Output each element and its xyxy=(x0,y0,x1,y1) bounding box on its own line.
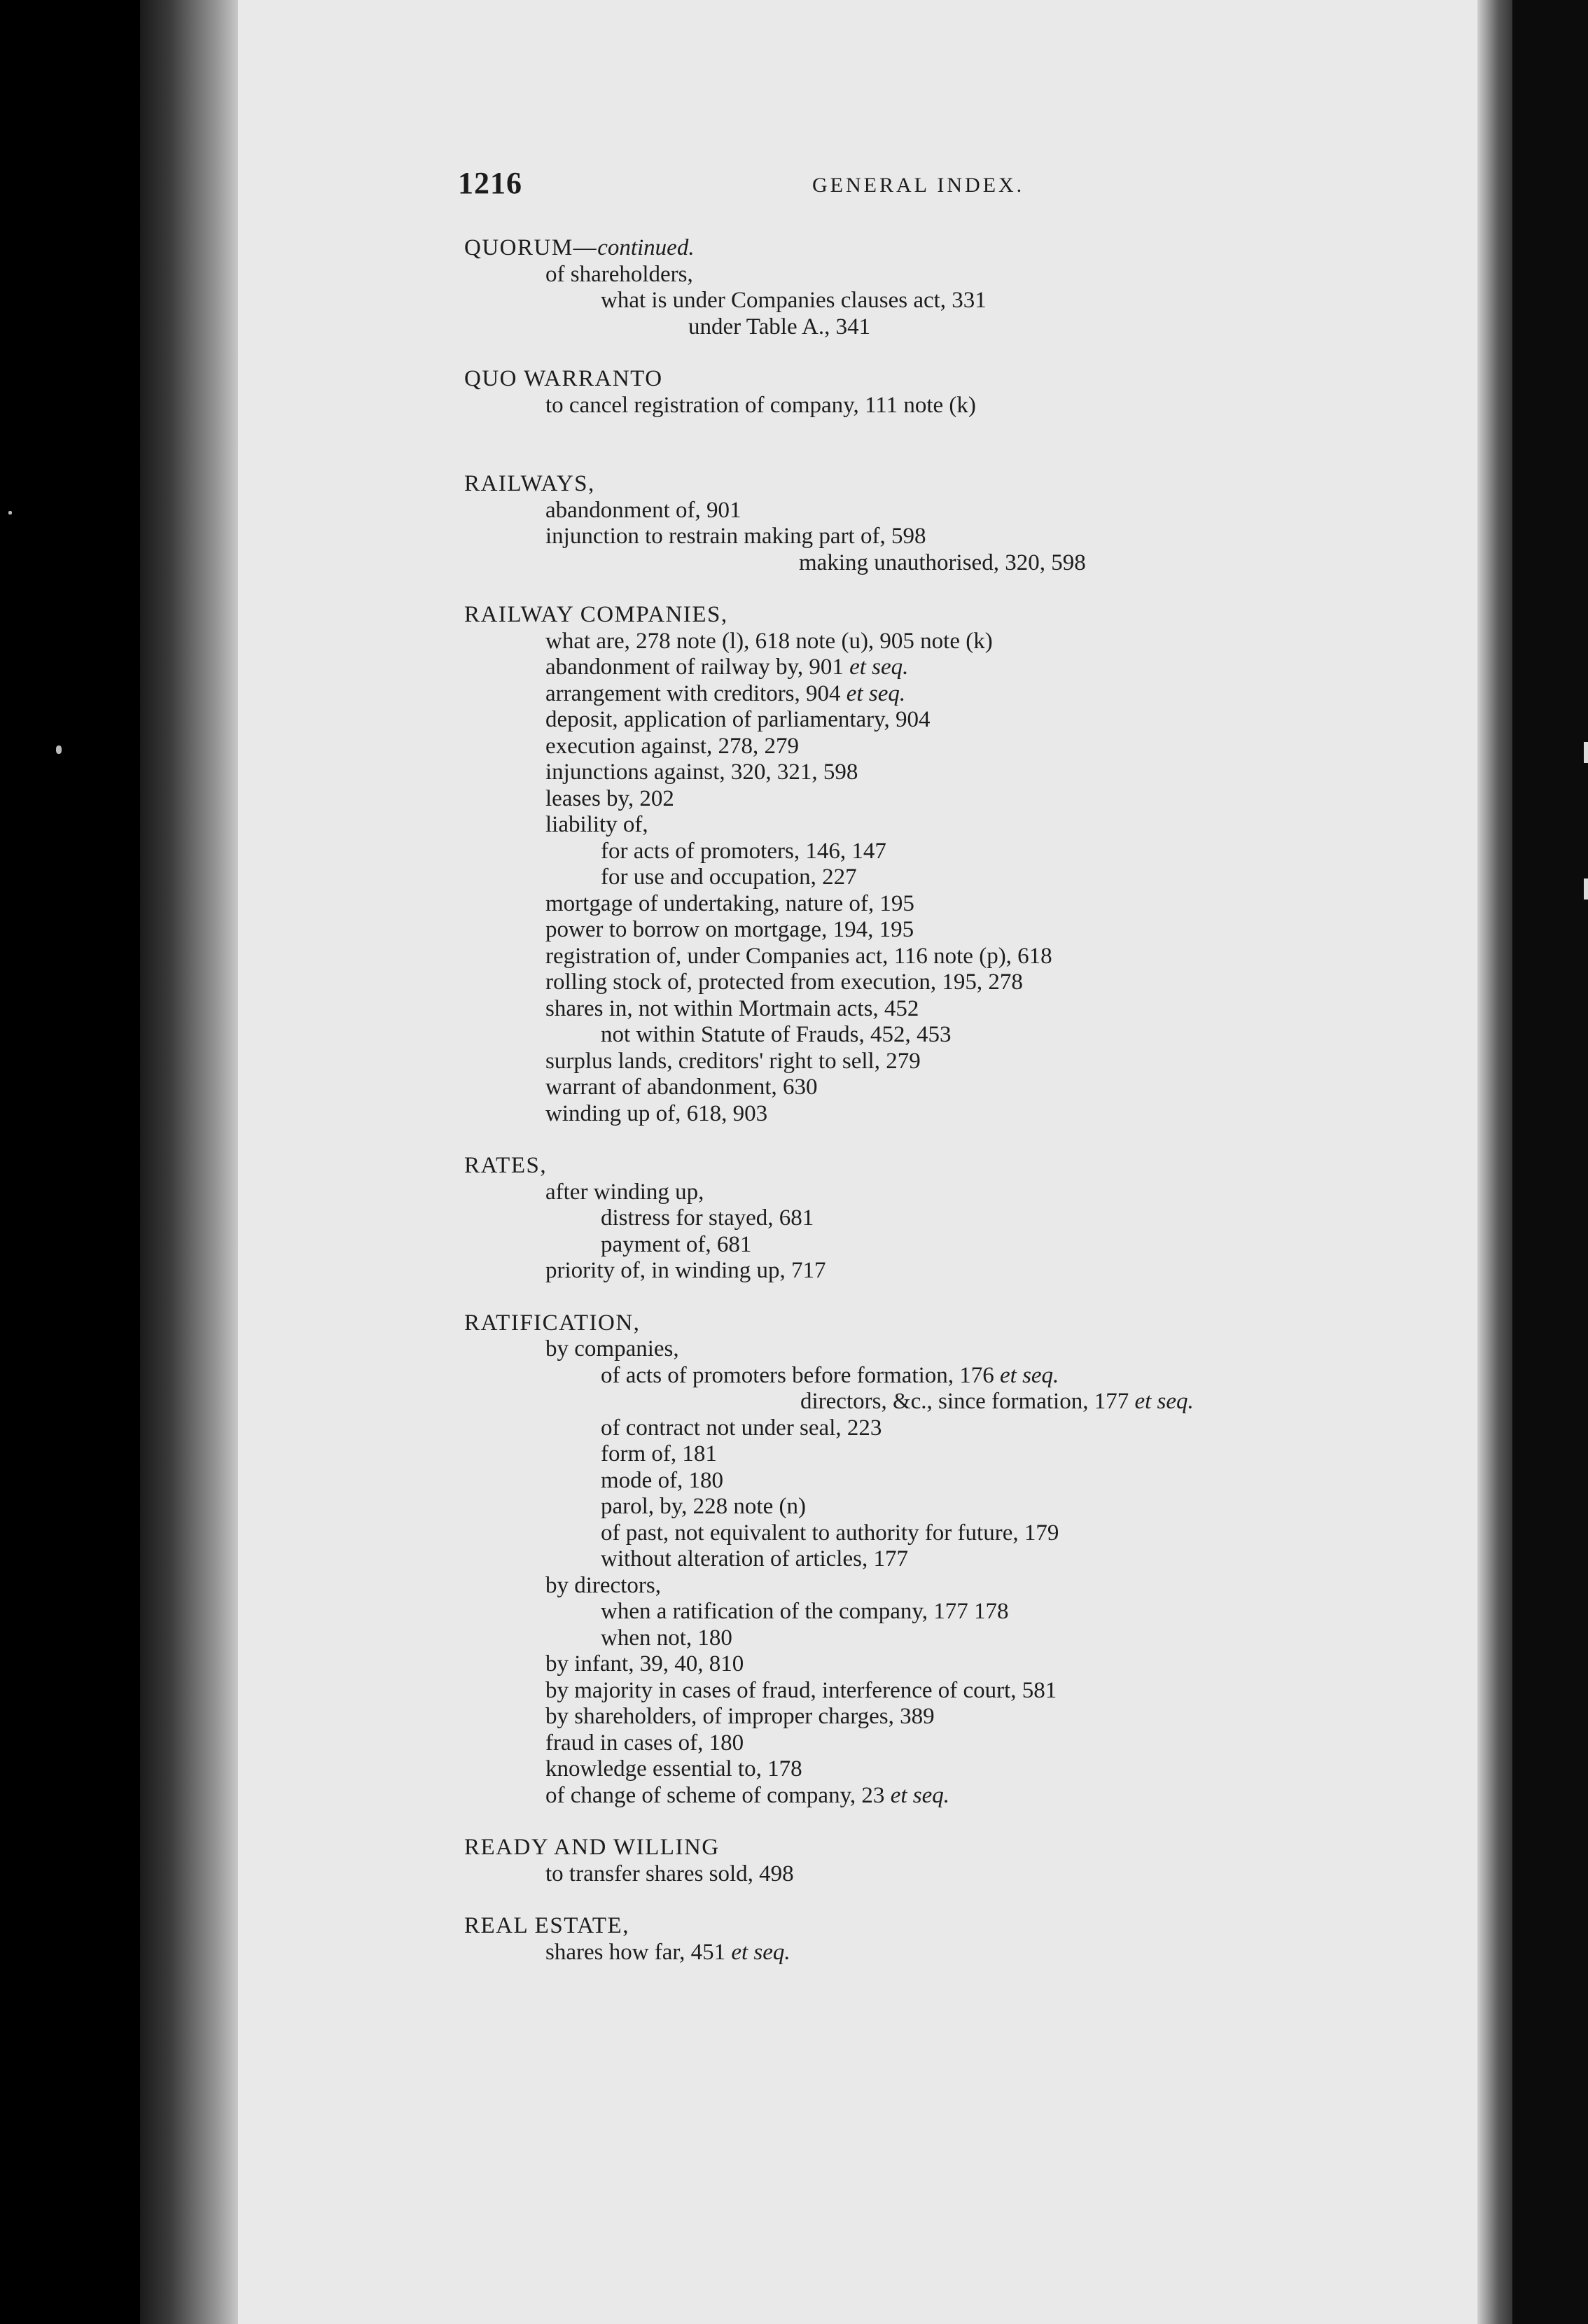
entry-line: form of, 181 xyxy=(601,1441,717,1466)
entry-line: parol, by, 228 note (n) xyxy=(601,1494,806,1519)
entry-line: when not, 180 xyxy=(601,1625,732,1651)
index-entry-ready-and-willing xyxy=(464,1835,1234,1887)
entry-line: mortgage of undertaking, nature of, 195 xyxy=(545,890,914,916)
et-seq-label: et seq. xyxy=(846,680,906,706)
entry-line: for acts of promoters, 146, 147 xyxy=(601,838,886,864)
entry-line: leases by, 202 xyxy=(545,785,674,811)
index-entry-real-estate xyxy=(464,1913,1234,1966)
entry-line: without alteration of articles, 177 xyxy=(601,1546,908,1572)
et-seq-label: et seq. xyxy=(731,1939,790,1965)
index-entry-ratification xyxy=(464,1310,1234,1809)
entry-line: power to borrow on mortgage, 194, 195 xyxy=(545,917,914,942)
et-seq-label: et seq. xyxy=(849,654,909,680)
entry-line: winding up of, 618, 903 xyxy=(545,1100,768,1126)
entry-line: registration of, under Companies act, 116 note (p), 618 xyxy=(545,943,1052,969)
entry-line: under Table A., 341 xyxy=(688,314,871,340)
et-seq-label: et seq. xyxy=(890,1782,949,1808)
index-entry-railways xyxy=(464,471,1234,576)
index-body xyxy=(464,235,1234,1966)
page-number: 1216 xyxy=(458,166,522,200)
entry-line: of acts of promoters before formation, 176 et seq. xyxy=(601,1362,1059,1388)
facing-page-edge xyxy=(1512,0,1588,2324)
entry-heading: RAILWAYS, xyxy=(464,471,595,496)
index-entry-railway-companies xyxy=(464,602,1234,1127)
book-spine-shadow xyxy=(140,0,238,2324)
entry-line: by shareholders, of improper charges, 389 xyxy=(545,1704,935,1729)
entry-line: of shareholders, xyxy=(545,261,693,287)
running-title: GENERAL INDEX. xyxy=(812,174,1025,197)
entry-line: what are, 278 note (l), 618 note (u), 905 note (k) xyxy=(545,628,993,654)
et-seq-label: et seq. xyxy=(1000,1362,1059,1388)
entry-line: rolling stock of, protected from execution, 195, 278 xyxy=(545,969,1023,995)
entry-heading: QUORUM—continued. xyxy=(464,235,695,260)
entry-line: by infant, 39, 40, 810 xyxy=(545,1651,744,1676)
entry-line: by directors, xyxy=(545,1572,661,1598)
entry-heading: QUO WARRANTO xyxy=(464,366,663,391)
entry-heading: RATES, xyxy=(464,1153,548,1178)
entry-line: arrangement with creditors, 904 et seq. xyxy=(545,680,906,706)
entry-line: after winding up, xyxy=(545,1179,704,1205)
entry-line: warrant of abandonment, 630 xyxy=(545,1074,818,1100)
entry-line: by majority in cases of fraud, interference of court, 581 xyxy=(545,1677,1057,1703)
entry-line: making unauthorised, 320, 598 xyxy=(799,550,1086,575)
entry-line: abandonment of, 901 xyxy=(545,497,741,523)
scan-speck xyxy=(8,511,12,514)
entry-line: shares in, not within Mortmain acts, 452 xyxy=(545,995,919,1021)
entry-line: when a ratification of the company, 177 178 xyxy=(601,1599,1009,1624)
entry-line: deposit, application of parliamentary, 904 xyxy=(545,707,931,732)
entry-heading: RAILWAY COMPANIES, xyxy=(464,602,728,627)
entry-line: shares how far, 451 et seq. xyxy=(545,1939,790,1965)
entry-line: of contract not under seal, 223 xyxy=(601,1415,882,1441)
entry-line: not within Statute of Frauds, 452, 453 xyxy=(601,1022,952,1047)
entry-line: injunction to restrain making part of, 598 xyxy=(545,524,926,549)
entry-line: directors, &c., since formation, 177 et seq. xyxy=(800,1389,1194,1414)
index-entry-quo-warranto xyxy=(464,366,1234,419)
entry-heading: READY AND WILLING xyxy=(464,1835,720,1860)
entry-heading: REAL ESTATE, xyxy=(464,1913,629,1938)
scan-speck xyxy=(56,746,62,754)
entry-line: injunctions against, 320, 321, 598 xyxy=(545,760,858,785)
entry-line: distress for stayed, 681 xyxy=(601,1205,814,1231)
entry-line: fraud in cases of, 180 xyxy=(545,1730,744,1756)
entry-line: surplus lands, creditors' right to sell, 279 xyxy=(545,1048,921,1074)
facing-page-mark xyxy=(1584,742,1588,763)
entry-line: payment of, 681 xyxy=(601,1231,752,1257)
entry-line: what is under Companies clauses act, 331 xyxy=(601,288,987,313)
entry-line: mode of, 180 xyxy=(601,1467,724,1493)
entry-line: of change of scheme of company, 23 et seq. xyxy=(545,1782,949,1808)
entry-heading: RATIFICATION, xyxy=(464,1310,641,1336)
facing-page-mark xyxy=(1584,878,1588,899)
continued-label: continued. xyxy=(597,235,695,260)
entry-line: liability of, xyxy=(545,812,648,837)
entry-line: of past, not equivalent to authority for future, 179 xyxy=(601,1520,1059,1546)
entry-line: knowledge essential to, 178 xyxy=(545,1756,802,1782)
entry-line: execution against, 278, 279 xyxy=(545,733,800,759)
et-seq-label: et seq. xyxy=(1134,1389,1194,1414)
entry-line: priority of, in winding up, 717 xyxy=(545,1258,826,1283)
index-entry-rates xyxy=(464,1153,1234,1284)
index-entry-quorum xyxy=(464,235,1234,340)
running-head xyxy=(458,165,1060,207)
entry-line: for use and occupation, 227 xyxy=(601,864,857,890)
entry-line: abandonment of railway by, 901 et seq. xyxy=(545,654,909,680)
entry-line: to cancel registration of company, 111 note (k) xyxy=(545,392,976,418)
entry-line: by companies, xyxy=(545,1336,679,1362)
entry-line: to transfer shares sold, 498 xyxy=(545,1861,794,1886)
